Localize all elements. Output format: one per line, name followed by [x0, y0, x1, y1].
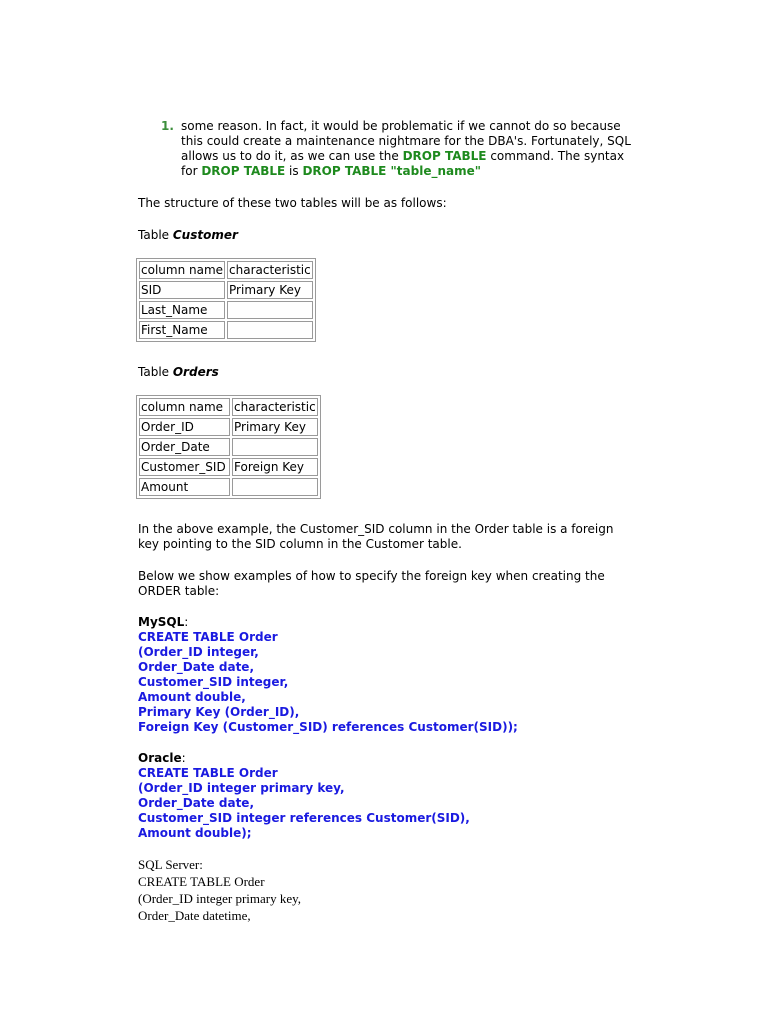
table-cell: [227, 301, 313, 319]
table-cell: SID: [139, 281, 225, 299]
code-line: Primary Key (Order_ID),: [138, 705, 300, 719]
keyword-drop-table: DROP TABLE: [201, 164, 286, 178]
below-para-line-1: Below we show examples of how to specify the foreign key when creating the: [138, 569, 605, 583]
text: is: [285, 164, 303, 178]
table-cell: Order_ID: [139, 418, 230, 436]
keyword-drop-table: DROP TABLE: [402, 149, 487, 163]
table-cell: characteristic: [229, 263, 311, 277]
table-cell: [232, 438, 318, 456]
table-row: [139, 398, 318, 416]
code-line: Order_Date datetime,: [138, 908, 251, 923]
text: allows us to do it, as we can use the: [181, 149, 403, 163]
mysql-heading: [138, 615, 188, 630]
table-row: [139, 261, 313, 279]
example-para-line-1: In the above example, the Customer_SID column in the Order table is a foreign: [138, 522, 614, 536]
table-row: [139, 418, 318, 436]
code-line: Order_Date date,: [138, 660, 254, 674]
table-cell: Foreign Key: [232, 458, 318, 476]
code-line: (Order_ID integer,: [138, 645, 259, 659]
table-cell: Amount: [139, 478, 230, 496]
code-line: CREATE TABLE Order: [138, 874, 265, 889]
code-line: Customer_SID integer,: [138, 675, 289, 689]
code-line: (Order_ID integer primary key,: [138, 781, 345, 795]
customer-table: [136, 258, 316, 342]
list-line-4: [181, 164, 481, 179]
code-line: Amount double,: [138, 690, 246, 704]
table-cell: Primary Key: [227, 281, 313, 299]
table-cell: column name: [139, 398, 230, 416]
table-cell: [227, 321, 313, 339]
table-cell: Last_Name: [139, 301, 225, 319]
caption-name: Orders: [172, 365, 219, 379]
example-para-line-2: key pointing to the SID column in the Customer table.: [138, 537, 462, 551]
table-cell: First_Name: [139, 321, 225, 339]
table-cell: Order_Date: [139, 438, 230, 456]
table-row: [139, 458, 318, 476]
table-cell: characteristic: [234, 400, 316, 414]
caption-prefix: Table: [138, 228, 173, 242]
colon: :: [184, 615, 189, 629]
orders-table: [136, 395, 321, 499]
list-number: 1.: [161, 119, 174, 133]
mysql-label: MySQL: [138, 615, 185, 629]
text: command. The syntax: [486, 149, 625, 163]
table-row: [139, 301, 313, 319]
table-cell: Primary Key: [232, 418, 318, 436]
code-line: Customer_SID integer references Customer(SID),: [138, 811, 470, 825]
code-line: (Order_ID integer primary key,: [138, 891, 302, 906]
code-line: Order_Date date,: [138, 796, 254, 810]
table-row: [139, 321, 313, 339]
caption-name: Customer: [172, 228, 238, 242]
oracle-label: Oracle: [138, 751, 182, 765]
table-row: [139, 478, 318, 496]
code-line: Foreign Key (Customer_SID) references Customer(SID));: [138, 720, 518, 734]
table-cell: [232, 478, 318, 496]
table-orders-caption: [138, 365, 219, 380]
code-line: CREATE TABLE Order: [138, 630, 278, 644]
code-line: CREATE TABLE Order: [138, 766, 278, 780]
text: for: [181, 164, 202, 178]
below-para-line-2: ORDER table:: [138, 584, 220, 598]
caption-prefix: Table: [138, 365, 173, 379]
sqlserver-heading: SQL Server:: [138, 857, 203, 872]
table-customer-caption: [138, 228, 238, 243]
drop-table-syntax: DROP TABLE "table_name": [302, 164, 481, 178]
colon: :: [181, 751, 186, 765]
code-line: Amount double);: [138, 826, 252, 840]
list-line-1: some reason. In fact, it would be problematic if we cannot do so because: [181, 119, 621, 133]
list-line-3: [181, 149, 624, 164]
oracle-heading: [138, 751, 186, 766]
list-line-2: this could create a maintenance nightmare for the DBA's. Fortunately, SQL: [181, 134, 631, 148]
table-cell: column name: [141, 263, 224, 277]
table-row: [139, 438, 318, 456]
table-row: [139, 281, 313, 299]
structure-intro: The structure of these two tables will be as follows:: [138, 196, 447, 210]
table-cell: Customer_SID: [139, 458, 230, 476]
